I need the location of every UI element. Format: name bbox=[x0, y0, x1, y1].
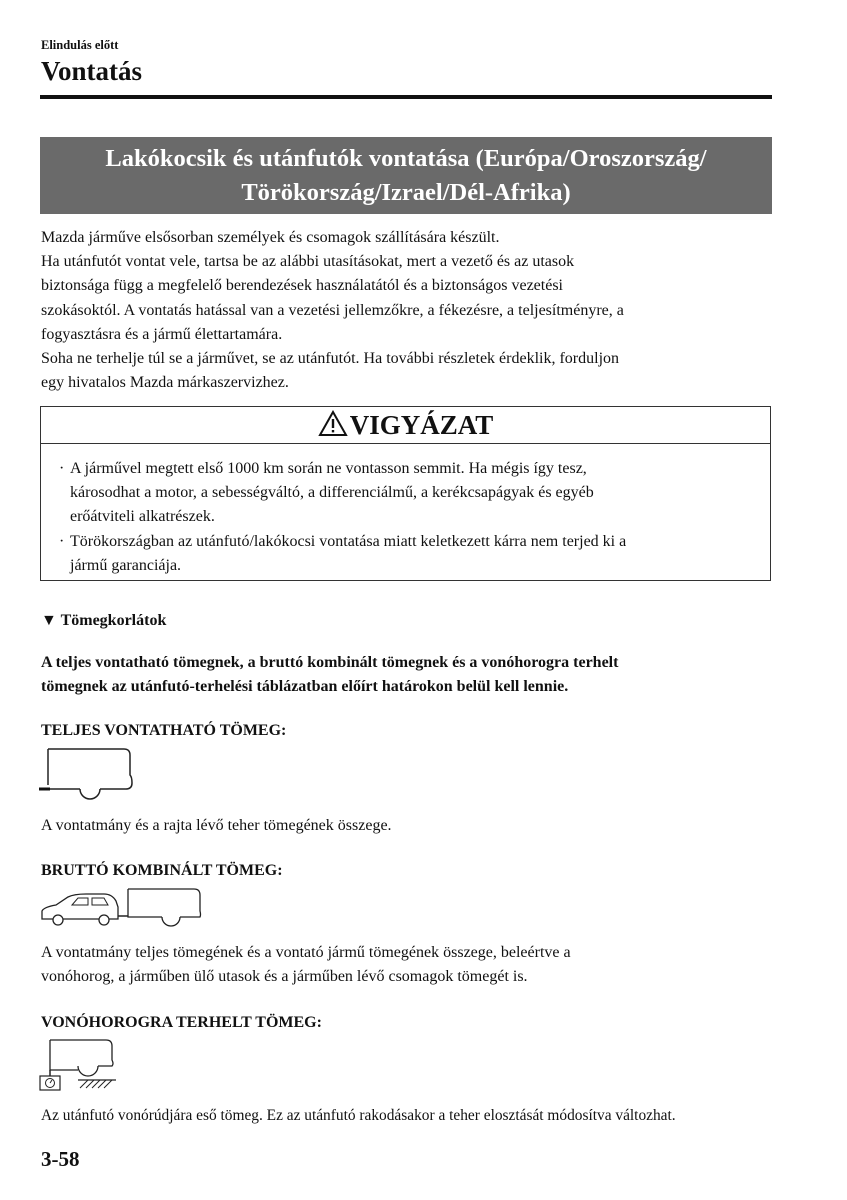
intro-line: Soha ne terhelje túl se a járművet, se az utánfutót. Ha további részletek érdeklik, forduljon bbox=[41, 350, 620, 368]
intro-line: Ha utánfutót vontat vele, tartsa be az alábbi utasításokat, mert a vezető és az utasok bbox=[41, 253, 575, 271]
warning-box bbox=[40, 406, 771, 581]
subsection-heading-text: Tömegkorlátok bbox=[60, 612, 167, 629]
warning-item-line: erőátviteli alkatrészek. bbox=[70, 508, 215, 526]
breadcrumb: Elindulás előtt bbox=[41, 38, 119, 52]
warning-header bbox=[41, 407, 770, 444]
page-title: Vontatás bbox=[41, 56, 143, 86]
trailer-illustration-icon bbox=[38, 745, 138, 803]
tongue-weight-label: VONÓHOROGRA TERHELT TÖMEG: bbox=[41, 1014, 322, 1031]
tongue-weight-description: Az utánfutó vonórúdjára eső tömeg. Ez az utánfutó rakodásakor a teher elosztását módosítva változhat. bbox=[41, 1107, 676, 1124]
total-mass-label: TELJES VONTATHATÓ TÖMEG: bbox=[41, 722, 287, 739]
warning-triangle-icon bbox=[318, 410, 348, 437]
description-line: vonóhorog, a járműben ülő utasok és a járműben lévő csomagok tömegét is. bbox=[41, 968, 528, 986]
bullet-icon: · bbox=[59, 460, 65, 477]
title-divider bbox=[40, 95, 772, 99]
description-line: A vontatmány teljes tömegének és a vontató jármű tömegének összege, beleértve a bbox=[41, 944, 571, 961]
warning-item bbox=[59, 530, 765, 578]
intro-line: fogyasztásra és a jármű élettartamára. bbox=[41, 325, 283, 343]
section-title-banner bbox=[40, 137, 772, 214]
gross-mass-label: BRUTTÓ KOMBINÁLT TÖMEG: bbox=[41, 862, 283, 879]
warning-item-line: Törökországban az utánfutó/lakókocsi vontatása miatt keletkezett kárra nem terjed ki a bbox=[70, 532, 627, 550]
intro-line: biztonsága függ a megfelelő berendezések használatától és a biztonságos vezetési bbox=[41, 277, 563, 295]
mass-limits-note bbox=[41, 651, 776, 699]
page-number: 3-58 bbox=[41, 1147, 80, 1171]
gross-mass-description bbox=[41, 941, 781, 989]
bullet-icon: · bbox=[59, 532, 65, 550]
warning-item-line: jármű garanciája. bbox=[70, 556, 182, 574]
subsection-heading bbox=[41, 612, 166, 630]
total-mass-description: A vontatmány és a rajta lévő teher tömegének összege. bbox=[41, 817, 392, 834]
warning-title: VIGYÁZAT bbox=[349, 410, 494, 440]
intro-line: egy hivatalos Mazda márkaszervizhez. bbox=[41, 374, 289, 392]
note-line: tömegnek az utánfutó-terhelési táblázatban előírt határokon belül kell lennie. bbox=[41, 678, 569, 696]
section-title-line-1: Lakókocsik és utánfutók vontatása (Európa/Oroszország/ bbox=[105, 145, 707, 172]
warning-item-line: A járművel megtett első 1000 km során ne vontasson semmit. Ha mégis így tesz, bbox=[70, 460, 587, 477]
note-line: A teljes vontatható tömegnek, a bruttó kombinált tömegnek és a vonóhorogra terhelt bbox=[41, 654, 619, 671]
intro-line: Mazda járműve elsősorban személyek és csomagok szállítására készült. bbox=[41, 229, 500, 246]
intro-line: szokásoktól. A vontatás hatással van a vezetési jellemzőkre, a fékezésre, a teljesítményre, a bbox=[41, 301, 624, 319]
warning-item bbox=[59, 457, 765, 530]
car-with-trailer-icon bbox=[38, 883, 206, 931]
section-title-line-2: Törökország/Izrael/Dél-Afrika) bbox=[241, 179, 571, 206]
intro-paragraph bbox=[41, 226, 776, 395]
warning-item-line: károsodhat a motor, a sebességváltó, a differenciálmű, a kerékcsapágyak és egyéb bbox=[70, 484, 594, 502]
triangle-down-icon: ▼ bbox=[41, 612, 57, 629]
tongue-weight-scale-icon bbox=[38, 1036, 128, 1094]
warning-list bbox=[59, 457, 765, 578]
